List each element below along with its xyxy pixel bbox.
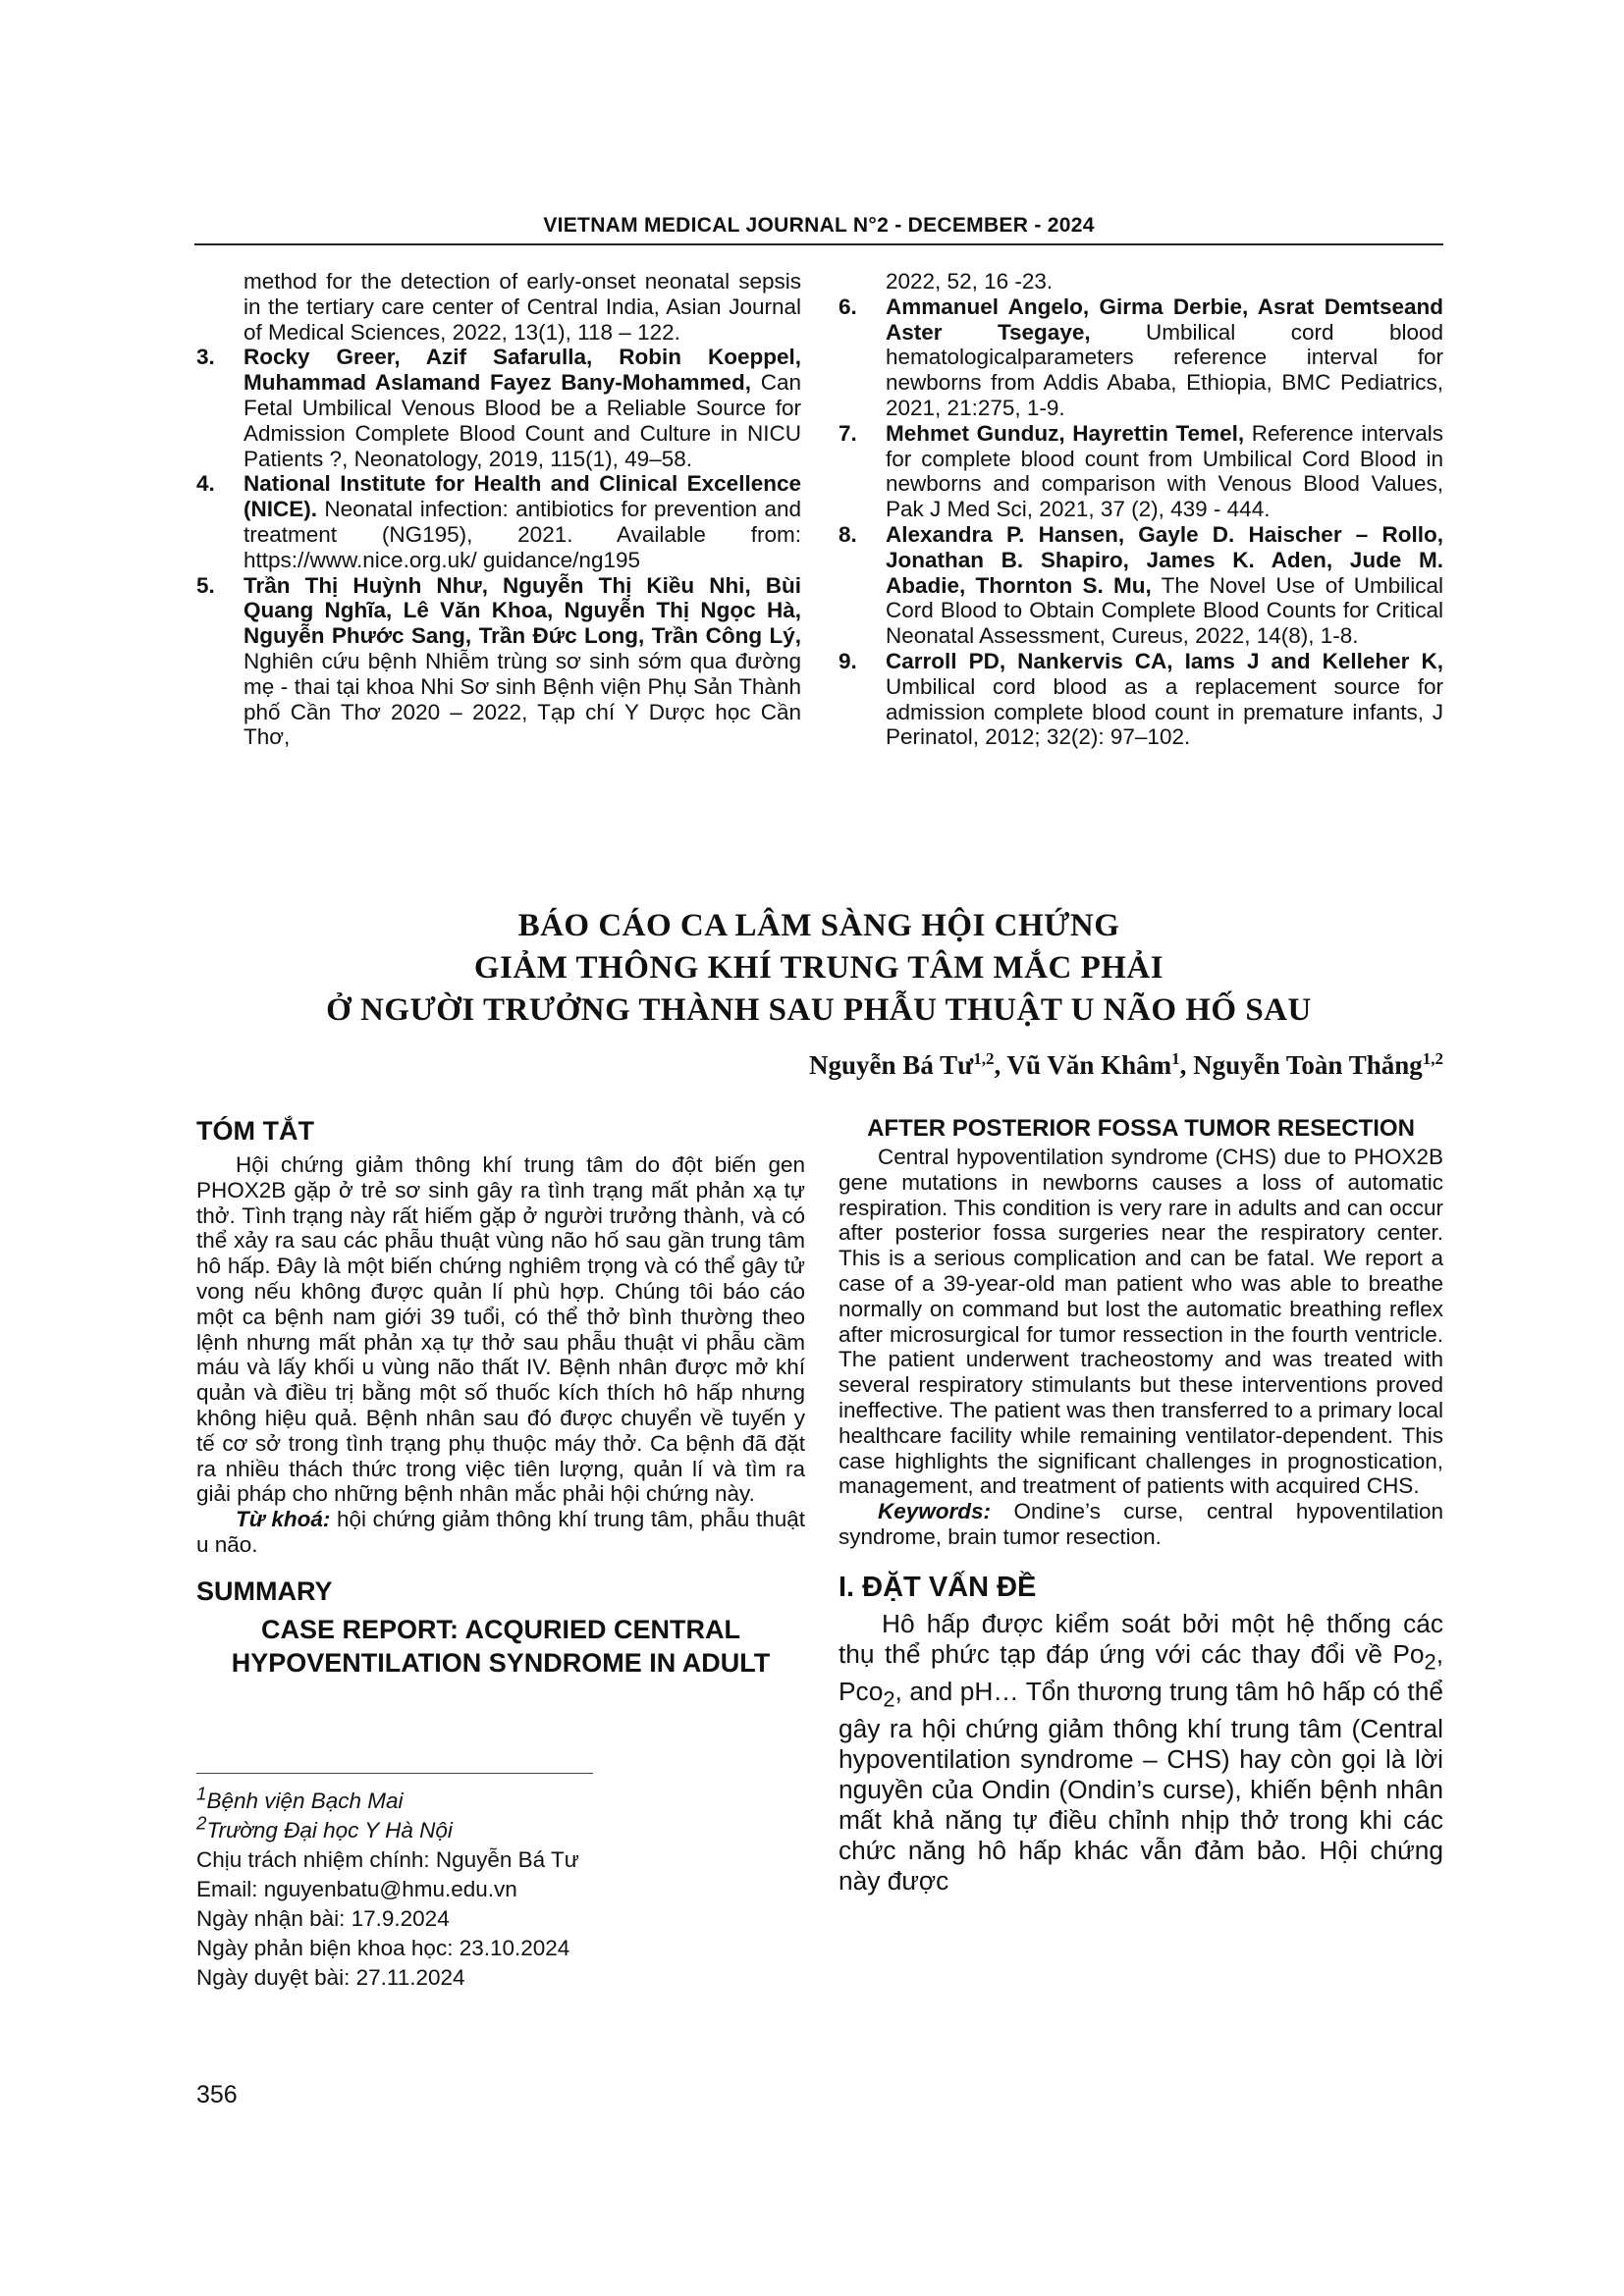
- reference-number: 6.: [839, 294, 857, 319]
- references-left-column: [196, 269, 801, 750]
- footnote-text: Trường Đại học Y Hà Nội: [206, 1818, 453, 1842]
- section-body: [839, 1609, 1443, 1897]
- affiliation-marker: 1,2: [1422, 1049, 1443, 1068]
- reference-item: [839, 522, 1443, 649]
- summary-column: [839, 1115, 1443, 1896]
- reference-continuation: method for the detection of early-onset neonatal sepsis in the tertiary care center of Central India, Asian Journal of Medical Sciences, 2022, 13(1), 118 – 122.: [244, 269, 801, 345]
- reference-item: [839, 421, 1443, 522]
- keywords-en: [839, 1499, 1443, 1550]
- summary-title-line: CASE REPORT: ACQURIED CENTRAL: [260, 1614, 741, 1644]
- article-title: [194, 905, 1443, 1032]
- subscript: 2: [1424, 1649, 1436, 1674]
- footnote-line: Ngày duyệt bài: 27.11.2024: [196, 1965, 465, 1990]
- reference-item: [839, 649, 1443, 750]
- abstract-body: Hội chứng giảm thông khí trung tâm do đột biến gen PHOX2B gặp ở trẻ sơ sinh gây ra tình trạng mất phản xạ tự thở. Tình trạng này rất hiếm gặp ở người trưởng thành, và có thể xảy ra sau các phẫu thuật vùng não hố sau gần trung tâm hô hấp. Đây là một biến chứng nghiêm trọng và có thể gây tử vong nếu không được quản lí phù hợp. Chúng tôi báo cáo một ca bệnh nam giới 39 tuổi, có thể thở bình thường theo lệnh nhưng mất phản xạ tự thở sau phẫu thuật vi phẫu cầm máu và lấy khối u vùng não thất IV. Bệnh nhân được mở khí quản và điều trị bằng một số thuốc kích thích hô hấp nhưng không hiệu quả. Bệnh nhân sau đó được chuyển về tuyến y tế cơ sở trong tình trạng phụ thuộc máy thở. Ca bệnh đã đặt ra nhiều thách thức trong việc tiên lượng, quản lí và tìm ra giải pháp cho những bệnh nhân mắc phải hội chứng này.: [196, 1152, 805, 1507]
- summary-body: Central hypoventilation syndrome (CHS) due to PHOX2B gene mutations in newborns causes a loss of automatic respiration. This condition is very rare in adults and can occur after posterior fossa surgeries near the respiratory center. This is a serious complication and can be fatal. We report a case of a 39-year-old man patient who was able to breathe normally on command but lost the automatic breathing reflex after microsurgical for tumor ressection in the fourth ventricle. The patient underwent tracheostomy and was treated with several respiratory stimulants but these interventions proved ineffective. The patient was then transferred to a primary local healthcare facility while remaining ventilator-dependent. This case highlights the significant challenges in prognostication, management, and treatment of patients with acquired CHS.: [839, 1145, 1443, 1499]
- footnote-line: Ngày nhận bài: 17.9.2024: [196, 1906, 450, 1931]
- reference-text: Umbilical cord blood as a replacement source for admission complete blood count in premature infants, J Perinatol, 2012; 32(2): 97–102.: [886, 673, 1443, 750]
- summary-title: [196, 1613, 805, 1680]
- reference-number: 8.: [839, 521, 857, 547]
- footnote-rule: [196, 1773, 593, 1774]
- footnote-affiliation: [196, 1812, 805, 1845]
- reference-item: [196, 345, 801, 471]
- summary-title-line: HYPOVENTILATION SYNDROME IN ADULT: [231, 1647, 771, 1678]
- reference-item: [196, 471, 801, 572]
- reference-authors: Carroll PD, Nankervis CA, Iams J and Kelleher K,: [886, 648, 1443, 673]
- reference-text: The Novel Use of Umbilical Cord Blood to Obtain Complete Blood Counts for Critical Neonatal Assessment, Cureus, 2022, 14(8), 1-8.: [886, 572, 1443, 649]
- header-rule: [194, 243, 1443, 245]
- keywords-vi: [196, 1507, 805, 1558]
- article-title-line: BÁO CÁO CA LÂM SÀNG HỘI CHỨNG: [517, 908, 1120, 943]
- reference-item: [196, 573, 801, 751]
- abstract-column: [196, 1115, 805, 1680]
- article-title-line: Ở NGƯỜI TRƯỞNG THÀNH SAU PHẪU THUẬT U NÃO HỐ SAU: [326, 992, 1312, 1028]
- subscript: 2: [883, 1686, 895, 1712]
- keywords-label: Từ khoá:: [236, 1507, 331, 1532]
- section-text: , and pH… Tổn thương trung tâm hô hấp có thể gây ra hội chứng giảm thông khí trung tâm (Central hypoventilation syndrome – CHS) hay còn gọi là lời nguyền của Ondin (Ondin’s curse), khiến bệnh nhân mất khả năng tự điều chỉnh nhịp thở trong khi các chức năng hô hấp khác vẫn đảm bảo. Hội chứng này được: [839, 1677, 1443, 1896]
- section-text: Hô hấp được kiểm soát bởi một hệ thống các thụ thể phức tạp đáp ứng với các thay đổi về Po: [839, 1608, 1443, 1669]
- reference-number: 3.: [196, 345, 215, 370]
- summary-heading: SUMMARY: [196, 1575, 333, 1606]
- reference-text: Can Fetal Umbilical Venous Blood be a Reliable Source for Admission Complete Blood Count and Culture in NICU Patients ?, Neonatology, 2019, 115(1), 49–58.: [244, 370, 801, 471]
- article-title-line: GIẢM THÔNG KHÍ TRUNG TÂM MẮC PHẢI: [473, 950, 1164, 986]
- reference-text: Reference intervals for complete blood count from Umbilical Cord Blood in newborns and comparison with Venous Blood Values, Pak J Med Sci, 2021, 37 (2), 439 - 444.: [886, 420, 1443, 522]
- footnote-marker: 1: [196, 1783, 207, 1804]
- reference-text: Neonatal infection: antibiotics for prevention and treatment (NG195), 2021. Available from: https://www.nice.org.uk/ guidance/ng195: [244, 497, 801, 572]
- footnote-email: Email: nguyenbatu@hmu.edu.vn: [196, 1877, 517, 1901]
- references-right-column: [839, 269, 1443, 750]
- footnote-text: Bệnh viện Bạch Mai: [206, 1789, 404, 1813]
- reference-authors: Ammanuel Angelo, Girma Derbie, Asrat Demtseand Aster Tsegaye,: [886, 294, 1443, 345]
- footnote-line: Chịu trách nhiệm chính: Nguyễn Bá Tư: [196, 1847, 579, 1872]
- footnotes: [196, 1783, 805, 1993]
- reference-authors: Trần Thị Huỳnh Như, Nguyễn Thị Kiều Nhi, Bùi Quang Nghĩa, Lê Văn Khoa, Nguyễn Thị Ngọc Hà, Nguyễn Phước Sang, Trần Đức Long, Trần Công Lý,: [244, 572, 801, 649]
- reference-authors: Rocky Greer, Azif Safarulla, Robin Koeppel, Muhammad Aslamand Fayez Bany-Mohammed,: [244, 345, 801, 396]
- author-name: , Nguyễn Toàn Thắng: [1179, 1050, 1423, 1080]
- footnote-marker: 2: [196, 1812, 207, 1834]
- reference-number: 9.: [839, 648, 857, 673]
- page-number: 356: [196, 2081, 238, 2109]
- reference-continuation: 2022, 52, 16 -23.: [886, 269, 1054, 294]
- affiliation-marker: 1: [1171, 1049, 1180, 1068]
- footnote-line: Ngày phản biện khoa học: 23.10.2024: [196, 1936, 570, 1960]
- keywords-text: Ondine’s curse, central hypoventilation syndrome, brain tumor resection.: [839, 1499, 1443, 1549]
- keywords-text: hội chứng giảm thông khí trung tâm, phẫu thuật u não.: [196, 1507, 805, 1557]
- author-name: Nguyễn Bá Tư: [809, 1050, 974, 1080]
- reference-number: 5.: [196, 572, 215, 598]
- affiliation-marker: 1,2: [973, 1049, 995, 1068]
- footnote-affiliation: [196, 1783, 805, 1816]
- summary-title-line: AFTER POSTERIOR FOSSA TUMOR RESECTION: [867, 1115, 1415, 1142]
- section-text: , Pco: [839, 1638, 1443, 1706]
- abstract-heading: TÓM TẮT: [196, 1116, 314, 1146]
- reference-authors: Mehmet Gunduz, Hayrettin Temel,: [886, 420, 1245, 446]
- section-heading: I. ĐẶT VẤN ĐỀ: [839, 1571, 1037, 1603]
- keywords-label: Keywords:: [878, 1499, 992, 1524]
- reference-item: [839, 294, 1443, 421]
- journal-header: VIETNAM MEDICAL JOURNAL N°2 - DECEMBER - 2024: [543, 214, 1095, 237]
- reference-number: 4.: [196, 471, 215, 497]
- author-name: , Vũ Văn Khâm: [994, 1050, 1172, 1080]
- reference-authors: National Institute for Health and Clinical Excellence (NICE).: [244, 471, 801, 522]
- reference-text: Umbilical cord blood hematologicalparameters reference interval for newborns from Addis Ababa, Ethiopia, BMC Pediatrics, 2021, 21:275, 1-9.: [886, 319, 1443, 420]
- author-list: [809, 1050, 1443, 1081]
- reference-authors: Alexandra P. Hansen, Gayle D. Haischer – Rollo, Jonathan B. Shapiro, James K. Aden, Jude M. Abadie, Thornton S. Mu,: [886, 521, 1443, 598]
- reference-text: Nghiên cứu bệnh Nhiễm trùng sơ sinh sớm qua đường mẹ - thai tại khoa Nhi Sơ sinh Bệnh viện Phụ Sản Thành phố Cần Thơ 2020 – 2022, Tạp chí Y Dược học Cần Thơ,: [244, 648, 801, 750]
- reference-number: 7.: [839, 420, 857, 446]
